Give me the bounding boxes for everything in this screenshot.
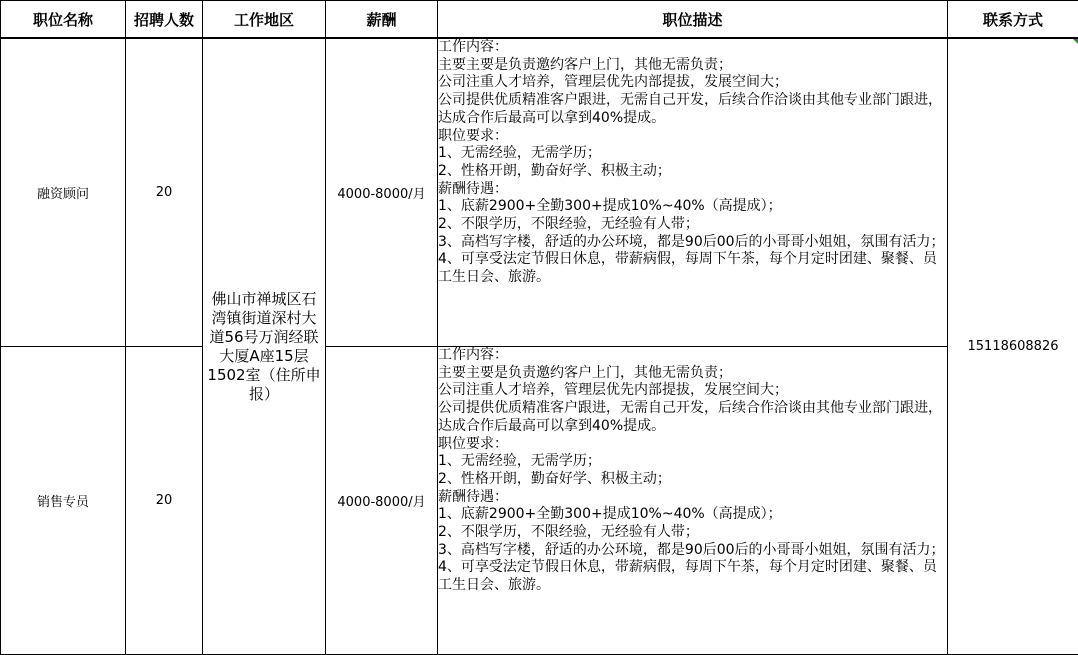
description-line: 2、不限学历，不限经验，无经验有人带； (438, 216, 699, 233)
job-description-cell[interactable] (438, 347, 948, 655)
description-line: 主要主要是负责邀约客户上门，其他无需负责； (438, 364, 732, 381)
description-line: 3、高档写字楼，舒适的办公环境，都是90后00后的小哥哥小姐姐，氛围有活力； (438, 541, 945, 558)
work-area-line: 佛山市禅城区石 (211, 289, 317, 308)
header-work-area[interactable]: 工作地区 (203, 1, 326, 39)
header-row (1, 1, 1078, 39)
header-job-description[interactable]: 职位描述 (438, 1, 948, 39)
description-line: 公司注重人才培养，管理层优先内部提拔，发展空间大； (438, 74, 788, 91)
header-contact[interactable]: 联系方式 (948, 1, 1078, 39)
description-line: 工作内容： (438, 39, 508, 55)
work-area-line: 大厦A座15层 (219, 346, 309, 365)
description-line: 薪酬待遇： (438, 180, 508, 197)
job-description-cell[interactable] (438, 38, 948, 347)
description-line: 薪酬待遇： (438, 488, 508, 505)
description-line: 1、底薪2900+全勤300+提成10%~40%（高提成）； (438, 506, 782, 523)
description-line: 1、底薪2900+全勤300+提成10%~40%（高提成）； (438, 198, 782, 215)
description-line: 2、不限学历，不限经验，无经验有人带； (438, 524, 699, 541)
description-line: 1、无需经验，无需学历； (438, 145, 601, 162)
header-salary[interactable]: 薪酬 (326, 1, 438, 39)
contact-phone: 15118608826 (967, 339, 1059, 354)
description-line: 公司提供优质精准客户跟进，无需自己开发，后续合作洽谈由其他专业部门跟进，达成合作后最高可以拿到40%提成。 (438, 92, 942, 126)
headcount-cell[interactable]: 20 (126, 347, 203, 655)
description-line: 职位要求： (438, 127, 508, 144)
description-line: 4、可享受法定节假日休息，带薪病假，每周下午茶，每个月定时团建、聚餐、员工生日会、旅游。 (438, 559, 937, 594)
job-title-cell[interactable]: 融资顾问 (1, 38, 126, 347)
headcount-cell[interactable]: 20 (126, 38, 203, 347)
job-title-cell[interactable]: 销售专员 (1, 347, 126, 655)
description-line: 2、性格开朗，勤奋好学、积极主动； (438, 470, 671, 487)
work-area-cell[interactable] (203, 38, 326, 655)
description-line: 公司注重人才培养，管理层优先内部提拔，发展空间大； (438, 382, 788, 399)
salary-cell[interactable]: 4000-8000/月 (326, 347, 438, 655)
description-line: 3、高档写字楼，舒适的办公环境，都是90后00后的小哥哥小姐姐，氛围有活力； (438, 233, 945, 250)
description-line: 公司提供优质精准客户跟进，无需自己开发，后续合作洽谈由其他专业部门跟进，达成合作后最高可以拿到40%提成。 (438, 400, 942, 434)
table-row (1, 38, 1078, 347)
description-line: 职位要求： (438, 435, 508, 452)
work-area-line: 报） (248, 384, 279, 403)
description-line: 工作内容： (438, 347, 508, 363)
cell-comment-marker (1073, 39, 1078, 44)
header-headcount[interactable]: 招聘人数 (126, 1, 203, 39)
work-area-line: 1502室（住所申 (207, 365, 321, 384)
table-row (1, 347, 1078, 655)
work-area-line: 道56号万润经联 (209, 327, 319, 346)
description-line: 主要主要是负责邀约客户上门，其他无需负责； (438, 56, 732, 73)
contact-cell[interactable] (948, 38, 1078, 655)
description-line: 4、可享受法定节假日休息，带薪病假，每周下午茶，每个月定时团建、聚餐、员工生日会、旅游。 (438, 251, 937, 286)
header-job-title[interactable]: 职位名称 (1, 1, 126, 39)
work-area-line: 湾镇街道深村大 (211, 308, 317, 327)
description-line: 2、性格开朗，勤奋好学、积极主动； (438, 162, 671, 179)
salary-cell[interactable]: 4000-8000/月 (326, 38, 438, 347)
description-line: 1、无需经验，无需学历； (438, 453, 601, 470)
